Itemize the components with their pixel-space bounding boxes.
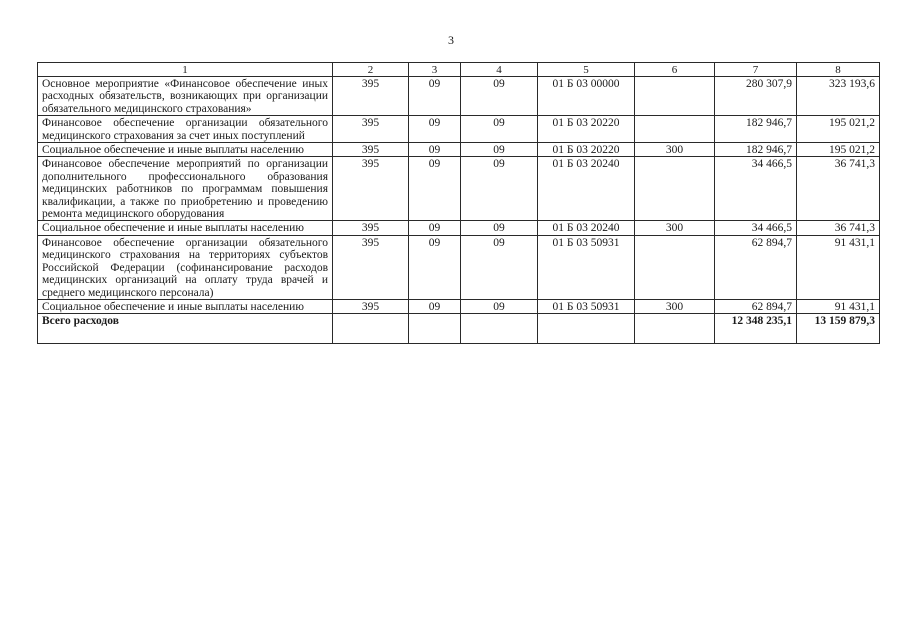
table-row <box>38 235 880 299</box>
expense-type-code: 300 <box>635 143 715 157</box>
table-row <box>38 299 880 313</box>
table-row <box>38 116 880 143</box>
row-description: Социальное обеспечение и иные выплаты населению <box>38 143 333 157</box>
subsection-code: 09 <box>461 77 538 116</box>
row-description: Финансовое обеспечение организации обязательного медицинского страхования за счет иных поступлений <box>38 116 333 143</box>
amount-year-2: 91 431,1 <box>797 235 880 299</box>
table-row <box>38 77 880 116</box>
target-article-code: 01 Б 03 50931 <box>538 235 635 299</box>
expense-type-code <box>635 77 715 116</box>
amount-year-2: 195 021,2 <box>797 143 880 157</box>
section-code: 09 <box>409 116 461 143</box>
expense-type-code: 300 <box>635 299 715 313</box>
empty-cell <box>333 314 409 344</box>
target-article-code: 01 Б 03 00000 <box>538 77 635 116</box>
section-code: 09 <box>409 235 461 299</box>
amount-year-1: 182 946,7 <box>715 116 797 143</box>
amount-year-2: 195 021,2 <box>797 116 880 143</box>
table-row <box>38 143 880 157</box>
subsection-code: 09 <box>461 143 538 157</box>
column-number: 5 <box>538 63 635 77</box>
empty-cell <box>635 314 715 344</box>
ministry-code: 395 <box>333 116 409 143</box>
section-code: 09 <box>409 157 461 221</box>
empty-cell <box>461 314 538 344</box>
expense-type-code: 300 <box>635 221 715 235</box>
ministry-code: 395 <box>333 143 409 157</box>
expense-type-code <box>635 157 715 221</box>
amount-year-2: 91 431,1 <box>797 299 880 313</box>
column-number: 2 <box>333 63 409 77</box>
subsection-code: 09 <box>461 116 538 143</box>
section-code: 09 <box>409 221 461 235</box>
empty-cell <box>409 314 461 344</box>
target-article-code: 01 Б 03 20220 <box>538 116 635 143</box>
section-code: 09 <box>409 299 461 313</box>
column-number: 1 <box>38 63 333 77</box>
ministry-code: 395 <box>333 299 409 313</box>
amount-year-1: 62 894,7 <box>715 235 797 299</box>
section-code: 09 <box>409 143 461 157</box>
target-article-code: 01 Б 03 20220 <box>538 143 635 157</box>
subsection-code: 09 <box>461 221 538 235</box>
expenditure-table <box>37 62 880 344</box>
row-description: Финансовое обеспечение организации обязательного медицинского страхования на территориях субъектов Российской Федерации (софинансирование расходов медицинских организаций на оплату труда врачей и среднего медицинского персонала) <box>38 235 333 299</box>
column-number: 3 <box>409 63 461 77</box>
expense-type-code <box>635 116 715 143</box>
amount-year-2: 36 741,3 <box>797 221 880 235</box>
empty-cell <box>538 314 635 344</box>
amount-year-2: 323 193,6 <box>797 77 880 116</box>
target-article-code: 01 Б 03 20240 <box>538 157 635 221</box>
ministry-code: 395 <box>333 235 409 299</box>
subsection-code: 09 <box>461 299 538 313</box>
column-number: 8 <box>797 63 880 77</box>
page-number: 3 <box>448 33 454 47</box>
amount-year-1: 182 946,7 <box>715 143 797 157</box>
amount-year-1: 34 466,5 <box>715 221 797 235</box>
column-number-row <box>38 63 880 77</box>
total-amount-year-2: 13 159 879,3 <box>797 314 880 344</box>
table-row <box>38 221 880 235</box>
expense-type-code <box>635 235 715 299</box>
total-label: Всего расходов <box>38 314 333 344</box>
column-number: 7 <box>715 63 797 77</box>
total-row <box>38 314 880 344</box>
target-article-code: 01 Б 03 50931 <box>538 299 635 313</box>
amount-year-1: 62 894,7 <box>715 299 797 313</box>
ministry-code: 395 <box>333 157 409 221</box>
ministry-code: 395 <box>333 77 409 116</box>
table-row <box>38 157 880 221</box>
column-number: 6 <box>635 63 715 77</box>
ministry-code: 395 <box>333 221 409 235</box>
subsection-code: 09 <box>461 235 538 299</box>
column-number: 4 <box>461 63 538 77</box>
subsection-code: 09 <box>461 157 538 221</box>
amount-year-2: 36 741,3 <box>797 157 880 221</box>
section-code: 09 <box>409 77 461 116</box>
total-amount-year-1: 12 348 235,1 <box>715 314 797 344</box>
row-description: Социальное обеспечение и иные выплаты населению <box>38 299 333 313</box>
amount-year-1: 280 307,9 <box>715 77 797 116</box>
target-article-code: 01 Б 03 20240 <box>538 221 635 235</box>
row-description: Социальное обеспечение и иные выплаты населению <box>38 221 333 235</box>
row-description: Финансовое обеспечение мероприятий по организации дополнительного профессионального образования медицинских работников по программам повышения квалификации, а также по приобретению и проведению ремонта медицинского оборудования <box>38 157 333 221</box>
amount-year-1: 34 466,5 <box>715 157 797 221</box>
row-description: Основное мероприятие «Финансовое обеспечение иных расходных обязательств, возникающих при организации обязательного медицинского страхования» <box>38 77 333 116</box>
